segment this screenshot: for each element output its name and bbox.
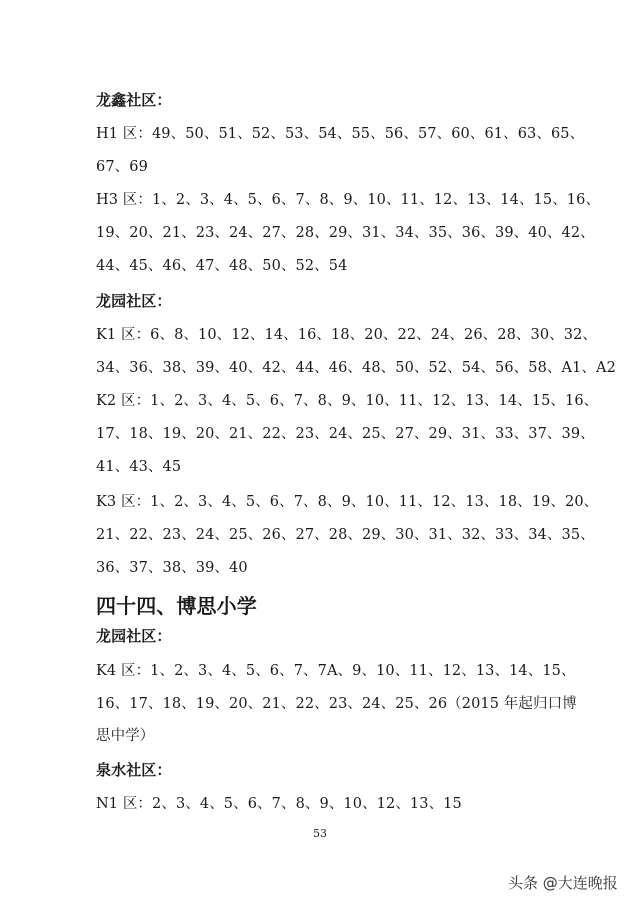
text-line: 36、37、38、39、40 — [96, 560, 248, 576]
text-line: 17、18、19、20、21、22、23、24、25、27、29、31、33、37、39、 — [96, 426, 595, 442]
text-line: 34、36、38、39、40、42、44、46、48、50、52、54、56、58、A1、A2 — [96, 360, 616, 376]
text-line: K4 区：1、2、3、4、5、6、7、7A、9、10、11、12、13、14、15、 — [96, 663, 576, 679]
text-line: K2 区：1、2、3、4、5、6、7、8、9、10、11、12、13、14、15、16、 — [96, 393, 599, 409]
text-line: H3 区：1、2、3、4、5、6、7、8、9、10、11、12、13、14、15、16、 — [96, 192, 601, 208]
text-line: H1 区：49、50、51、52、53、54、55、56、57、60、61、63、65、 — [96, 126, 585, 142]
section-heading: 四十四、博思小学 — [96, 594, 257, 618]
text-line: 67、69 — [96, 159, 148, 175]
watermark: 头条 @大连晚报 — [508, 874, 618, 892]
community-heading: 龙园社区： — [96, 627, 172, 645]
text-line: 41、43、45 — [96, 459, 182, 475]
text-line: 21、22、23、24、25、26、27、28、29、30、31、32、33、34、35、 — [96, 527, 595, 543]
community-heading: 龙园社区： — [96, 292, 172, 310]
text-line: K1 区：6、8、10、12、14、16、18、20、22、24、26、28、30、32、 — [96, 327, 598, 343]
text-line: 44、45、46、47、48、50、52、54 — [96, 258, 348, 274]
page-number: 53 — [313, 827, 327, 840]
community-heading: 龙鑫社区： — [96, 91, 172, 109]
text-line: 16、17、18、19、20、21、22、23、24、25、26（2015 年起归口博 — [96, 696, 577, 712]
text-line: 19、20、21、23、24、27、28、29、31、34、35、36、39、40、42、 — [96, 225, 595, 241]
text-line: K3 区：1、2、3、4、5、6、7、8、9、10、11、12、13、18、19、20、 — [96, 494, 599, 510]
text-line: 思中学） — [96, 728, 155, 744]
community-heading: 泉水社区： — [96, 761, 172, 779]
text-line: N1 区：2、3、4、5、6、7、8、9、10、12、13、15 — [96, 796, 462, 812]
